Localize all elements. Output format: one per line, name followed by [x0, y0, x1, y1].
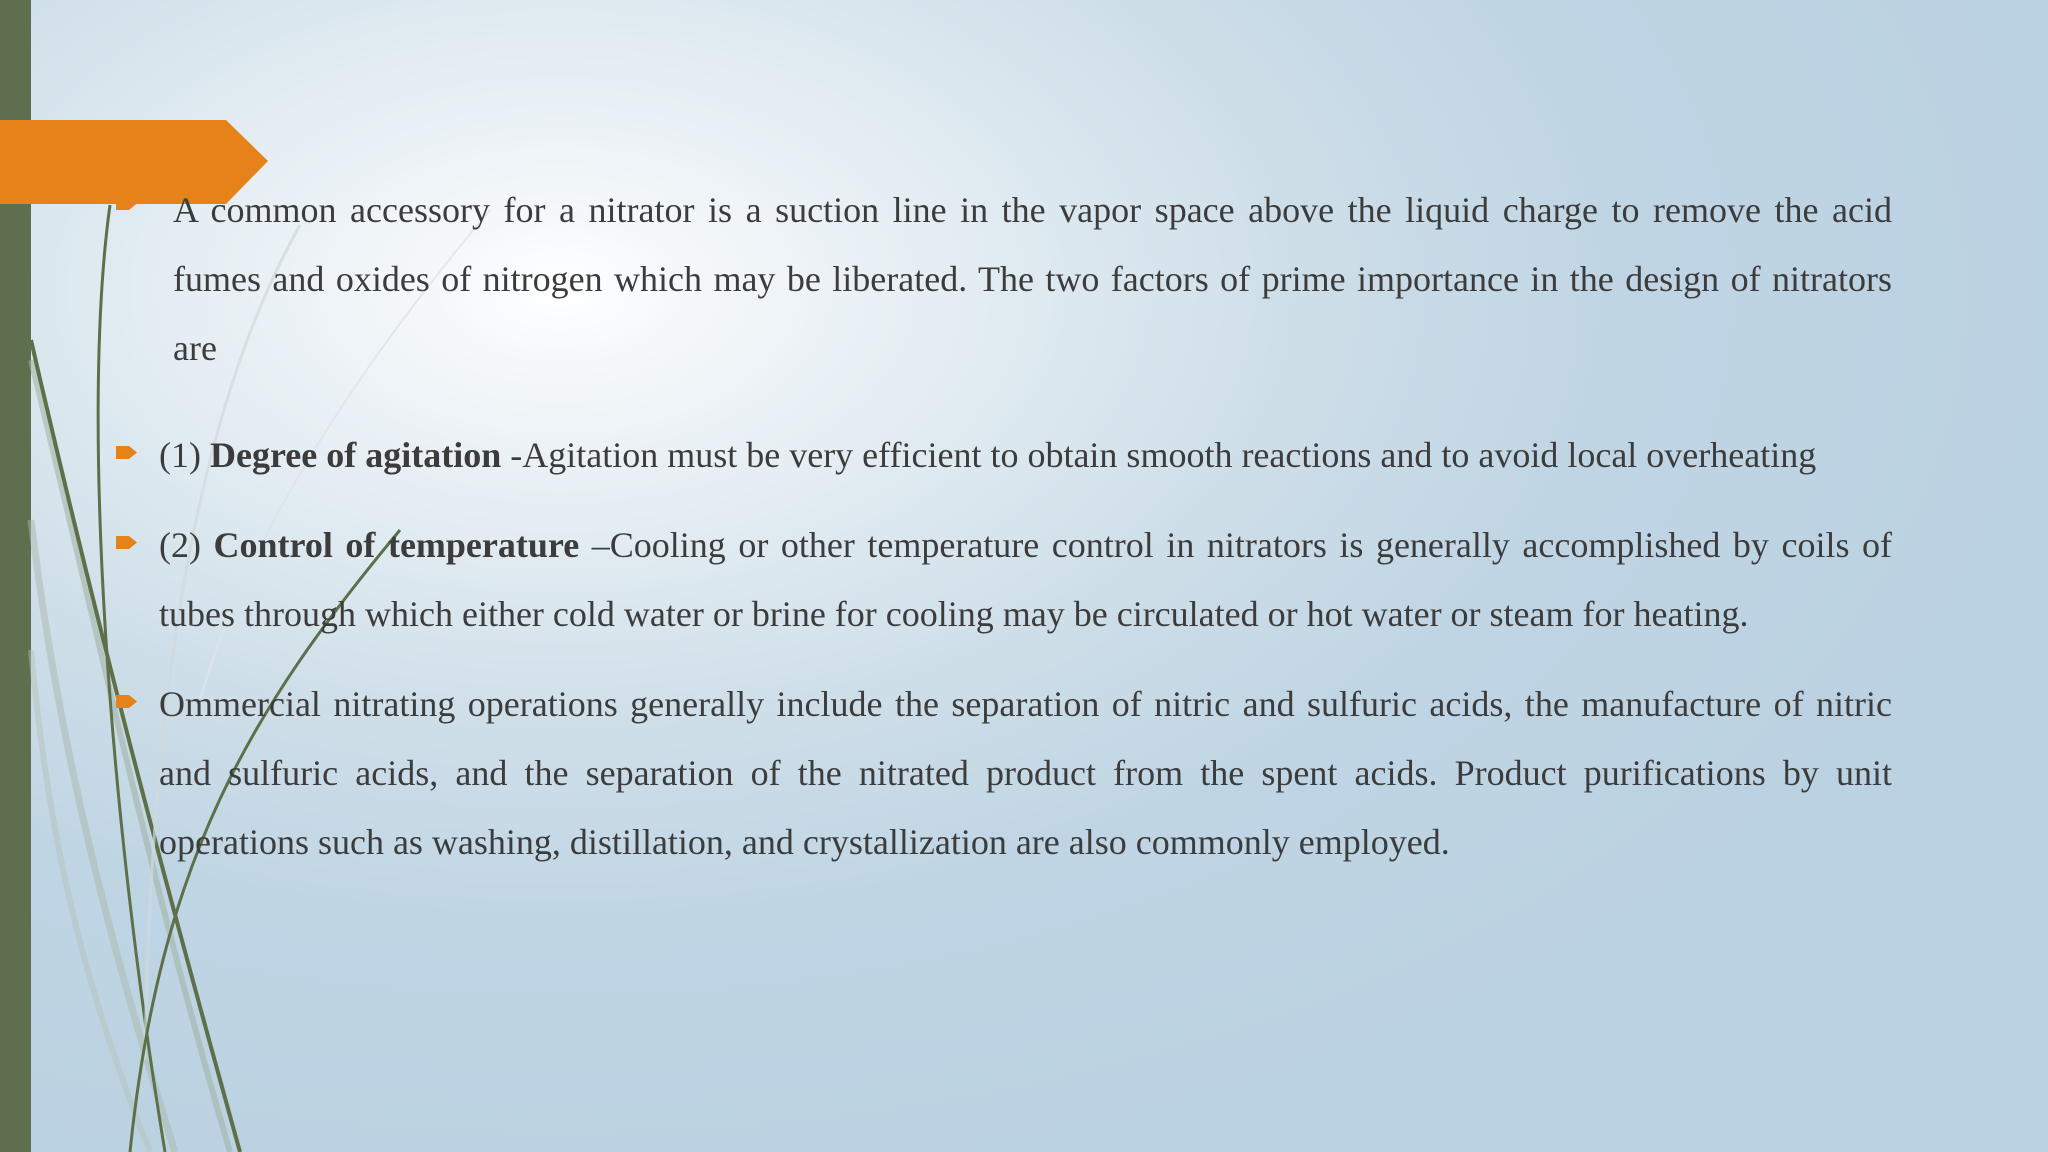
- paragraph-text: Ommercial nitrating operations generally include the separation of nitric and sulfuric acids, the manufacture of nitric and sulfuric acids, and the separation of the nitrated product from the spent acids. Product purifications by unit operations such as washing, distillation, and crystallization are also commonly employed.: [159, 684, 1892, 862]
- paragraph-degree-of-agitation: [116, 421, 1892, 490]
- slide-content: [116, 176, 1892, 877]
- item-heading: Degree of agitation: [209, 435, 502, 475]
- paragraph-nitrator-accessory: [116, 176, 1892, 383]
- paragraph-control-of-temperature: [116, 511, 1892, 649]
- arrow-bullet-icon: [116, 195, 138, 212]
- paragraph-commercial-operations: [116, 670, 1892, 877]
- arrow-bullet-icon: [116, 534, 138, 551]
- arrow-bullet-icon: [116, 444, 138, 461]
- paragraph-text: A common accessory for a nitrator is a suction line in the vapor space above the liquid charge to remove the acid fumes and oxides of nitrogen which may be liberated. The two factors of prime importance in the design of nitrators are: [173, 190, 1892, 368]
- paragraph-text: -Agitation must be very efficient to obtain smooth reactions and to avoid local overheating: [501, 435, 1817, 475]
- item-heading: Control of temperature: [213, 525, 580, 565]
- item-number: (2): [159, 525, 214, 565]
- arrow-bullet-icon: [116, 693, 138, 710]
- paragraph-text: –Cooling or other temperature control in nitrators is generally accomplished by coils of tubes through which either cold water or brine for cooling may be circulated or hot water or steam for heating.: [159, 525, 1892, 634]
- item-number: (1): [159, 435, 210, 475]
